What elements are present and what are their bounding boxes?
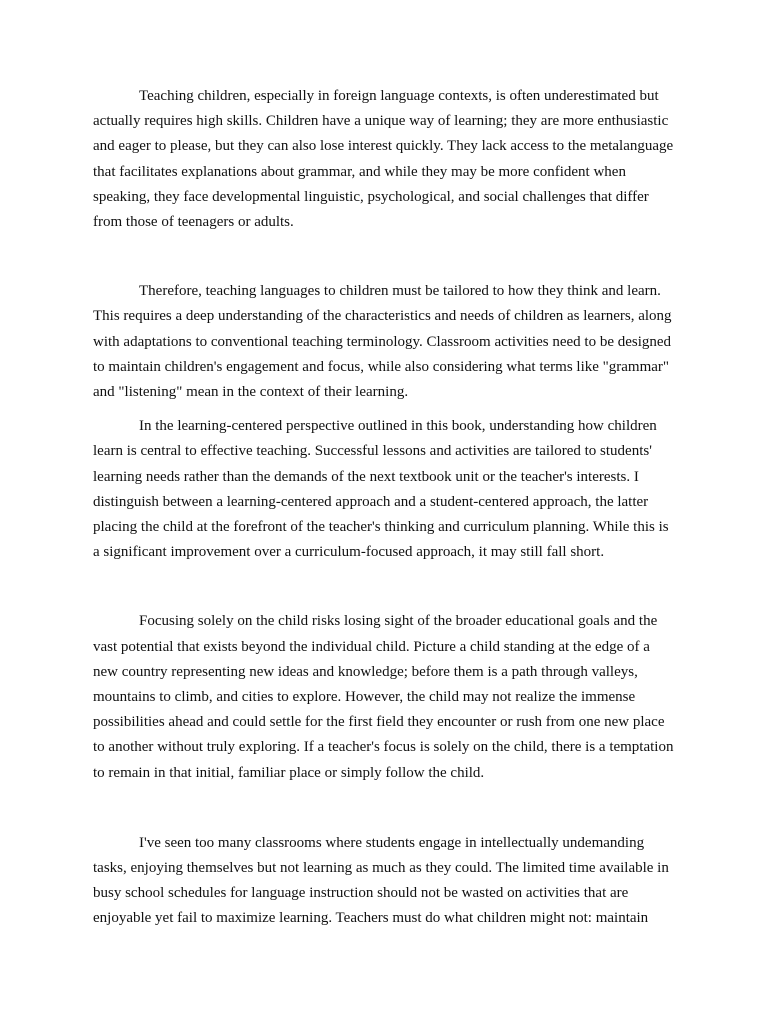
paragraph-3: In the learning-centered perspective outlined in this book, understanding how children learn is central to effective teaching. Successful lessons and activities are tailored to students' learning needs rather than the demands of the next textbook unit or the teacher's interests. I distinguish between a learning-centered approach and a student-centered approach, the latter placing the child at the forefront of the teacher's thinking and curriculum planning. While this is a significant improvement over a curriculum-focused approach, it may still fall short. [93, 418, 669, 561]
paragraph-5: I've seen too many classrooms where students engage in intellectually undemanding tasks, enjoying themselves but not learning as much as they could. The limited time available in busy school schedules for language instruction should not be wasted on activities that are enjoyable yet fail to maximize learning. Teachers must do what children might not: maintain [93, 834, 669, 927]
paragraph-2: Therefore, teaching languages to children must be tailored to how they think and learn. This requires a deep understanding of the characteristics and needs of children as learners, along with adaptations to conventional teaching terminology. Classroom activities need to be designed to maintain children's engagement and focus, while also considering what terms like "grammar" and "listening" mean in the context of their learning. [93, 283, 672, 401]
document-body [93, 84, 678, 932]
paragraph-1: Teaching children, especially in foreign language contexts, is often underestimated but actually requires high skills. Children have a unique way of learning; they are more enthusiastic and eager to please, but they can also lose interest quickly. They lack access to the metalanguage that facilitates explanations about grammar, and while they may be more confident when speaking, they face developmental linguistic, psychological, and social challenges that differ from those of teenagers or adults. [93, 88, 674, 231]
paragraph-4: Focusing solely on the child risks losing sight of the broader educational goals and the vast potential that exists beyond the individual child. Picture a child standing at the edge of a new country representing new ideas and knowledge; before them is a path through valleys, mountains to climb, and cities to explore. However, the child may not realize the immense possibilities ahead and could settle for the first field they encounter or rush from one new place to another without truly exploring. If a teacher's focus is solely on the child, there is a temptation to remain in that initial, familiar place or simply follow the child. [93, 613, 674, 781]
